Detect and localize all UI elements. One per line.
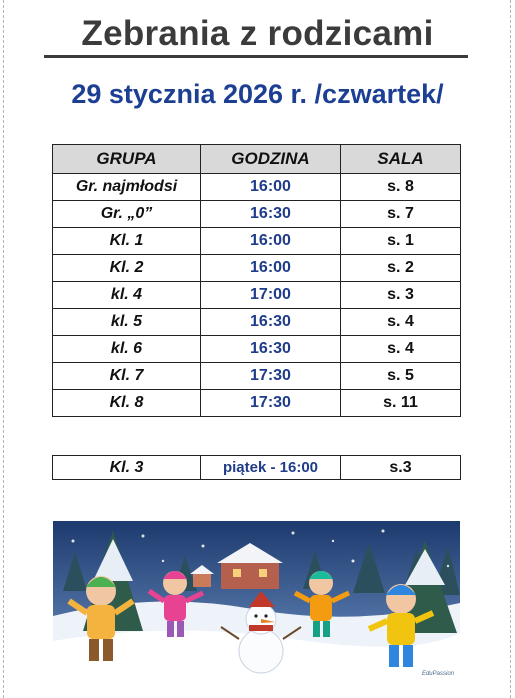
- schedule-table: [52, 144, 461, 417]
- cell-room: s. 1: [341, 228, 461, 255]
- cell-time: 17:30: [201, 390, 341, 417]
- cell-group: kl. 6: [53, 336, 201, 363]
- cell-group: kl. 5: [53, 309, 201, 336]
- cell-time: 16:00: [201, 228, 341, 255]
- cell-room: s. 11: [341, 390, 461, 417]
- cell-room: s. 7: [341, 201, 461, 228]
- table-row: [53, 363, 461, 390]
- extra-meeting-table: [52, 455, 461, 480]
- header-group: GRUPA: [53, 145, 201, 174]
- table-row: [53, 228, 461, 255]
- cell-time: 16:30: [201, 309, 341, 336]
- table-row: [53, 255, 461, 282]
- cell-group: Kl. 8: [53, 390, 201, 417]
- cell-group: Kl. 1: [53, 228, 201, 255]
- table-row: [53, 336, 461, 363]
- cell-group: kl. 4: [53, 282, 201, 309]
- table-row: [53, 456, 461, 480]
- table-row: [53, 282, 461, 309]
- cell-group: Kl. 2: [53, 255, 201, 282]
- page-title: Zebrania z rodzicami: [81, 14, 434, 53]
- winter-banner-image: [53, 521, 460, 682]
- cell-group: Gr. najmłodsi: [53, 174, 201, 201]
- cell-time: 16:30: [201, 336, 341, 363]
- cell-room: s. 2: [341, 255, 461, 282]
- title-underline: [44, 55, 468, 58]
- meeting-date: 29 stycznia 2026 r. /czwartek/: [71, 79, 444, 109]
- cell-group: Gr. „0”: [53, 201, 201, 228]
- cell-room: s. 5: [341, 363, 461, 390]
- cell-time: 17:30: [201, 363, 341, 390]
- cell-group: Kl. 7: [53, 363, 201, 390]
- edupassion-logo: EduPassion: [421, 671, 454, 677]
- header-room: SALA: [341, 145, 461, 174]
- header-time: GODZINA: [201, 145, 341, 174]
- cell-room: s. 3: [341, 282, 461, 309]
- extra-group: Kl. 3: [53, 456, 201, 480]
- table-row: [53, 174, 461, 201]
- cell-time: 16:00: [201, 255, 341, 282]
- cell-room: s. 4: [341, 309, 461, 336]
- cell-time: 16:00: [201, 174, 341, 201]
- cell-time: 16:30: [201, 201, 341, 228]
- extra-time: piątek - 16:00: [201, 456, 341, 480]
- cell-time: 17:00: [201, 282, 341, 309]
- table-row: [53, 309, 461, 336]
- table-row: [53, 201, 461, 228]
- cell-room: s. 8: [341, 174, 461, 201]
- table-row: [53, 390, 461, 417]
- table-header-row: [53, 145, 461, 174]
- extra-room: s.3: [341, 456, 461, 480]
- cell-room: s. 4: [341, 336, 461, 363]
